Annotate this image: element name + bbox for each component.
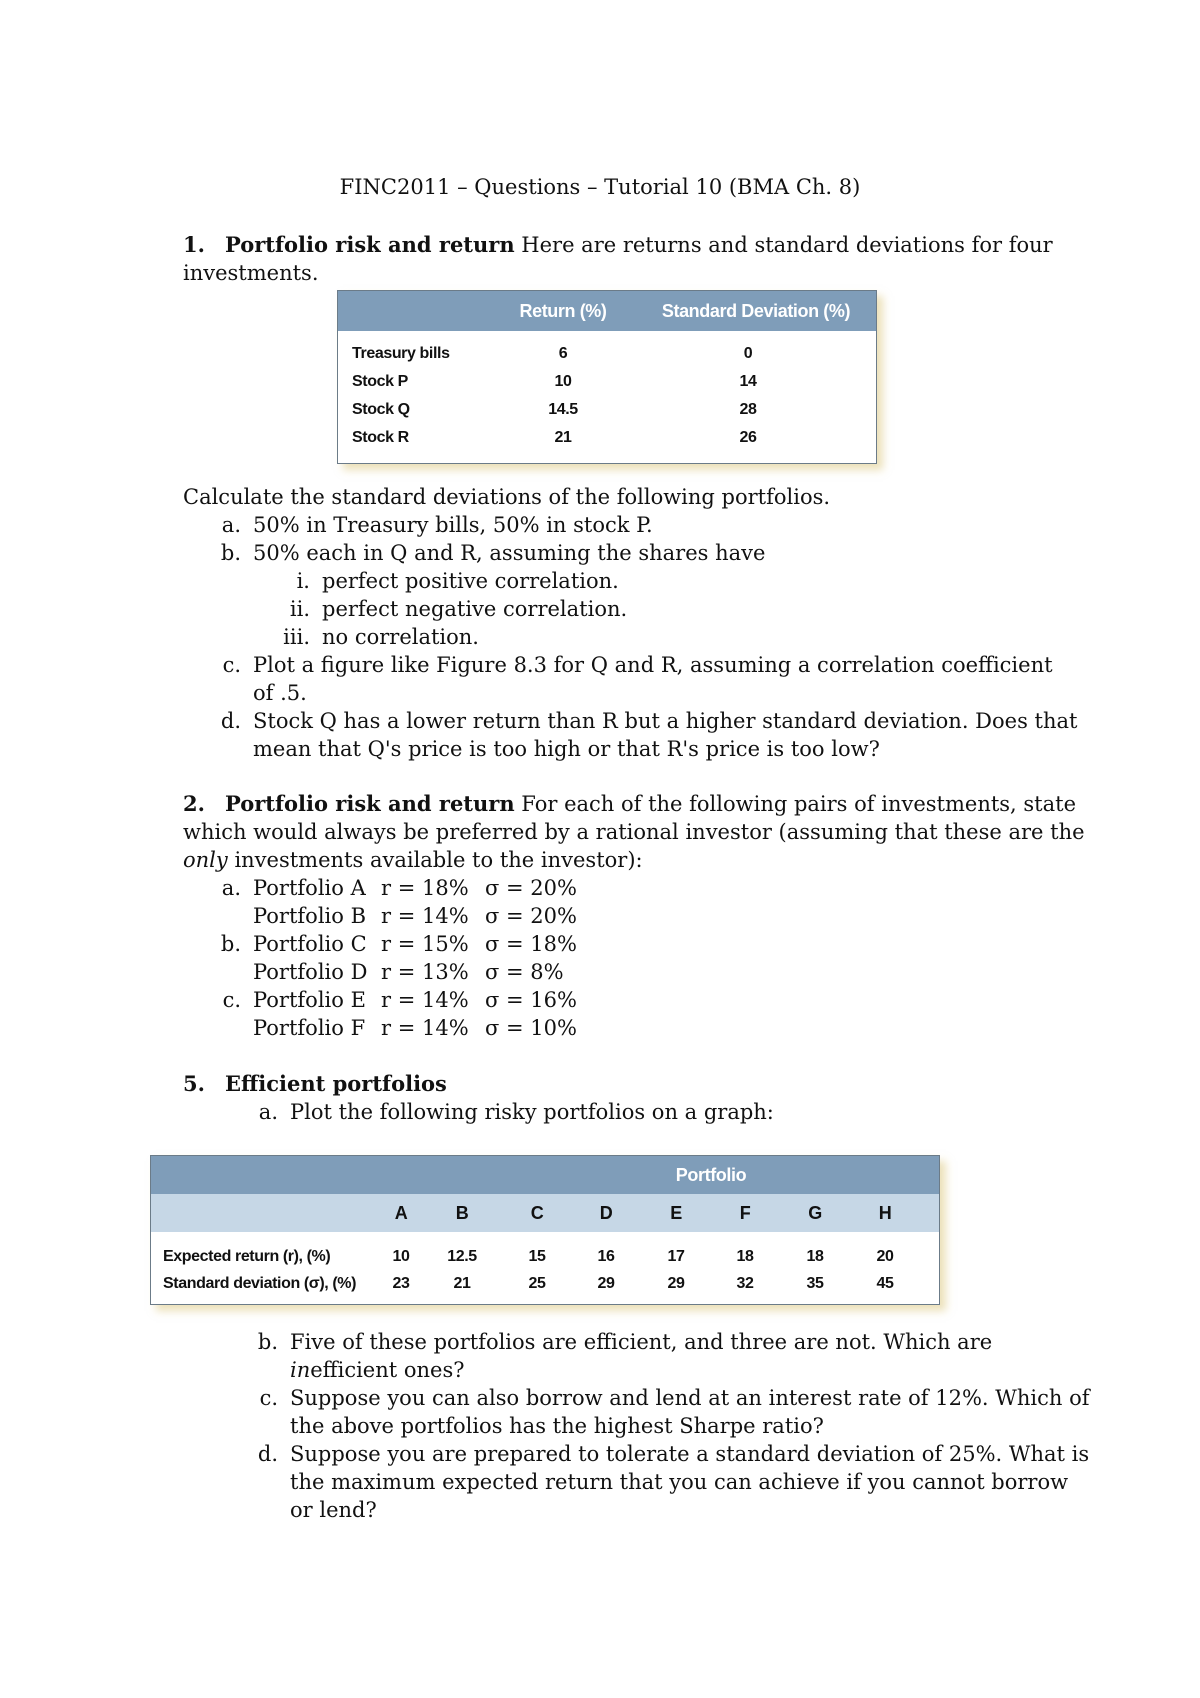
portfolio-name: Portfolio B [253, 904, 366, 928]
item-text: no correlation. [322, 625, 479, 649]
table-column-header [151, 1194, 939, 1232]
q1-part-c [209, 651, 1053, 679]
portfolio-return: r = 14% [381, 904, 469, 928]
row-name: Stock Q [352, 401, 410, 418]
q5-part-d-line3: or lend? [290, 1498, 377, 1522]
col-header: B [455, 1203, 469, 1223]
col-header: F [739, 1203, 751, 1223]
row-sd: 26 [739, 429, 757, 446]
item-text: 50% each in Q and R, assuming the shares have [253, 541, 766, 565]
item-label: c. [259, 1386, 278, 1410]
col-header: H [878, 1203, 892, 1223]
row-name: Stock P [352, 373, 408, 390]
row-name: Stock R [352, 429, 409, 446]
item-label: d. [257, 1442, 278, 1466]
table-cell: 16 [597, 1248, 615, 1265]
item-text: efficient ones? [310, 1358, 465, 1382]
col-header: D [599, 1203, 613, 1223]
col-header: G [808, 1203, 822, 1223]
q5-heading: Efficient portfolios [224, 1071, 447, 1096]
portfolio-return: r = 15% [381, 932, 469, 956]
q1-intro-line1 [183, 231, 1053, 259]
item-label: a. [221, 513, 241, 537]
q2-heading: Portfolio risk and return [224, 791, 515, 816]
portfolio-sd: σ = 16% [485, 988, 577, 1012]
q2-pair-item [209, 902, 577, 930]
page-title: FINC2011 – Questions – Tutorial 10 (BMA Ch. 8) [339, 175, 861, 199]
q1-intro: Here are returns and standard deviations for four [521, 233, 1053, 257]
table-cell: 32 [736, 1275, 754, 1292]
header-return: Return (%) [519, 301, 607, 321]
item-text: Five of these portfolios are efficient, and three are not. Which are [290, 1330, 993, 1354]
header-sd: Standard Deviation (%) [661, 301, 851, 321]
q5-portfolio-table [150, 1155, 940, 1305]
row-return: 10 [554, 373, 572, 390]
table-row [151, 1248, 939, 1274]
table-cell: 29 [597, 1275, 615, 1292]
q2-intro-line1 [183, 790, 1076, 818]
q2-pair-item [209, 1014, 577, 1042]
table-cell: 45 [876, 1275, 894, 1292]
item-text: Stock Q has a lower return than R but a higher standard deviation. Does that [253, 709, 1078, 733]
q5-number: 5. [183, 1071, 205, 1096]
table-cell: 10 [392, 1248, 410, 1265]
item-text: perfect positive correlation. [322, 569, 619, 593]
portfolio-return: r = 13% [381, 960, 469, 984]
item-text: Suppose you can also borrow and lend at an interest rate of 12%. Which of [290, 1386, 1090, 1410]
portfolio-sd: σ = 18% [485, 932, 577, 956]
q1-part-b [209, 539, 765, 567]
table-cell: 17 [667, 1248, 685, 1265]
emphasis-in: in [290, 1358, 311, 1382]
q1-part-d [209, 707, 1077, 735]
q5-part-d [246, 1440, 1089, 1468]
table-cell: 20 [876, 1248, 894, 1265]
q1-part-a [209, 511, 653, 539]
q5-part-b [246, 1328, 992, 1356]
q5-part-c-line2: the above portfolios has the highest Sharpe ratio? [290, 1414, 824, 1438]
q5-heading-line [183, 1070, 447, 1098]
row-name: Treasury bills [352, 345, 450, 362]
row-sd: 0 [743, 345, 753, 362]
table-cell: 12.5 [447, 1248, 477, 1265]
item-label: b. [257, 1330, 278, 1354]
item-text: Plot the following risky portfolios on a graph: [290, 1100, 774, 1124]
row-return: 14.5 [548, 401, 578, 418]
q1-part-b-ii [278, 595, 627, 623]
q2-number: 2. [183, 791, 205, 816]
q1-part-b-i [278, 567, 619, 595]
table-row [338, 401, 876, 429]
item-text: 50% in Treasury bills, 50% in stock P. [253, 513, 653, 537]
portfolio-name: Portfolio A [253, 876, 366, 900]
portfolio-sd: σ = 10% [485, 1016, 577, 1040]
col-header: A [394, 1203, 408, 1223]
item-label: i. [296, 569, 310, 593]
q5-part-c [246, 1384, 1090, 1412]
q1-prompt: Calculate the standard deviations of the following portfolios. [183, 485, 831, 509]
q1-intro-line2: investments. [183, 261, 319, 285]
group-header-portfolio: Portfolio [675, 1165, 747, 1185]
item-text: Suppose you are prepared to tolerate a standard deviation of 25%. What is [290, 1442, 1090, 1466]
portfolio-name: Portfolio E [253, 988, 366, 1012]
table-group-header [151, 1156, 939, 1194]
item-label: d. [220, 709, 241, 733]
q1-number: 1. [183, 232, 205, 257]
col-header: E [670, 1203, 682, 1223]
q2-intro-line2: which would always be preferred by a rational investor (assuming that these are the [183, 820, 1085, 844]
q2-intro-rest: investments available to the investor): [234, 848, 643, 872]
item-text: perfect negative correlation. [322, 597, 628, 621]
q1-heading: Portfolio risk and return [224, 232, 515, 257]
item-label: ii. [289, 597, 310, 621]
table-row [338, 373, 876, 401]
item-label: c. [222, 653, 241, 677]
table-row [338, 345, 876, 373]
q2-pair-item [209, 958, 564, 986]
q2-intro: For each of the following pairs of investments, state [521, 792, 1077, 816]
portfolio-return: r = 18% [381, 876, 469, 900]
col-header: C [530, 1203, 544, 1223]
item-label: a. [258, 1100, 278, 1124]
table-cell: 29 [667, 1275, 685, 1292]
q2-pair-item [209, 930, 577, 958]
q1-part-d-line2: mean that Q's price is too high or that R's price is too low? [253, 737, 880, 761]
row-sd: 14 [739, 373, 757, 390]
q2-pair-item [209, 986, 577, 1014]
row-return: 21 [554, 429, 572, 446]
row-return: 6 [558, 345, 568, 362]
row-sd: 28 [739, 401, 757, 418]
portfolio-sd: σ = 20% [485, 904, 577, 928]
row-label-expected-return: Expected return (r), (%) [163, 1248, 331, 1265]
table-cell: 25 [528, 1275, 546, 1292]
table-cell: 18 [736, 1248, 754, 1265]
item-text: Plot a figure like Figure 8.3 for Q and R, assuming a correlation coefficient [253, 653, 1053, 677]
q1-part-c-line2: of .5. [253, 681, 307, 705]
table-row [338, 429, 876, 457]
table-row [151, 1275, 939, 1301]
item-label: b. [220, 541, 241, 565]
item-label: iii. [283, 625, 310, 649]
row-label-standard-deviation: Standard deviation (σ), (%) [163, 1275, 357, 1292]
portfolio-sd: σ = 20% [485, 876, 577, 900]
q2-pair-item [209, 874, 577, 902]
table-cell: 21 [453, 1275, 471, 1292]
table-cell: 15 [528, 1248, 546, 1265]
q1-table-header [338, 291, 876, 331]
table-cell: 35 [806, 1275, 824, 1292]
portfolio-return: r = 14% [381, 988, 469, 1012]
q1-part-b-iii [278, 623, 479, 651]
table-cell: 23 [392, 1275, 410, 1292]
portfolio-name: Portfolio F [253, 1016, 366, 1040]
item-label: b. [220, 932, 241, 956]
portfolio-return: r = 14% [381, 1016, 469, 1040]
q2-intro-line3 [183, 846, 643, 874]
q5-part-b-line2 [290, 1356, 465, 1384]
portfolio-name: Portfolio C [253, 932, 367, 956]
q2-intro-emphasis: only [183, 848, 228, 872]
q5-part-d-line2: the maximum expected return that you can achieve if you cannot borrow [290, 1470, 1069, 1494]
portfolio-sd: σ = 8% [485, 960, 564, 984]
table-cell: 18 [806, 1248, 824, 1265]
q1-returns-table [337, 290, 877, 464]
item-label: c. [222, 988, 241, 1012]
portfolio-name: Portfolio D [253, 960, 368, 984]
item-label: a. [221, 876, 241, 900]
q5-part-a [246, 1098, 774, 1126]
